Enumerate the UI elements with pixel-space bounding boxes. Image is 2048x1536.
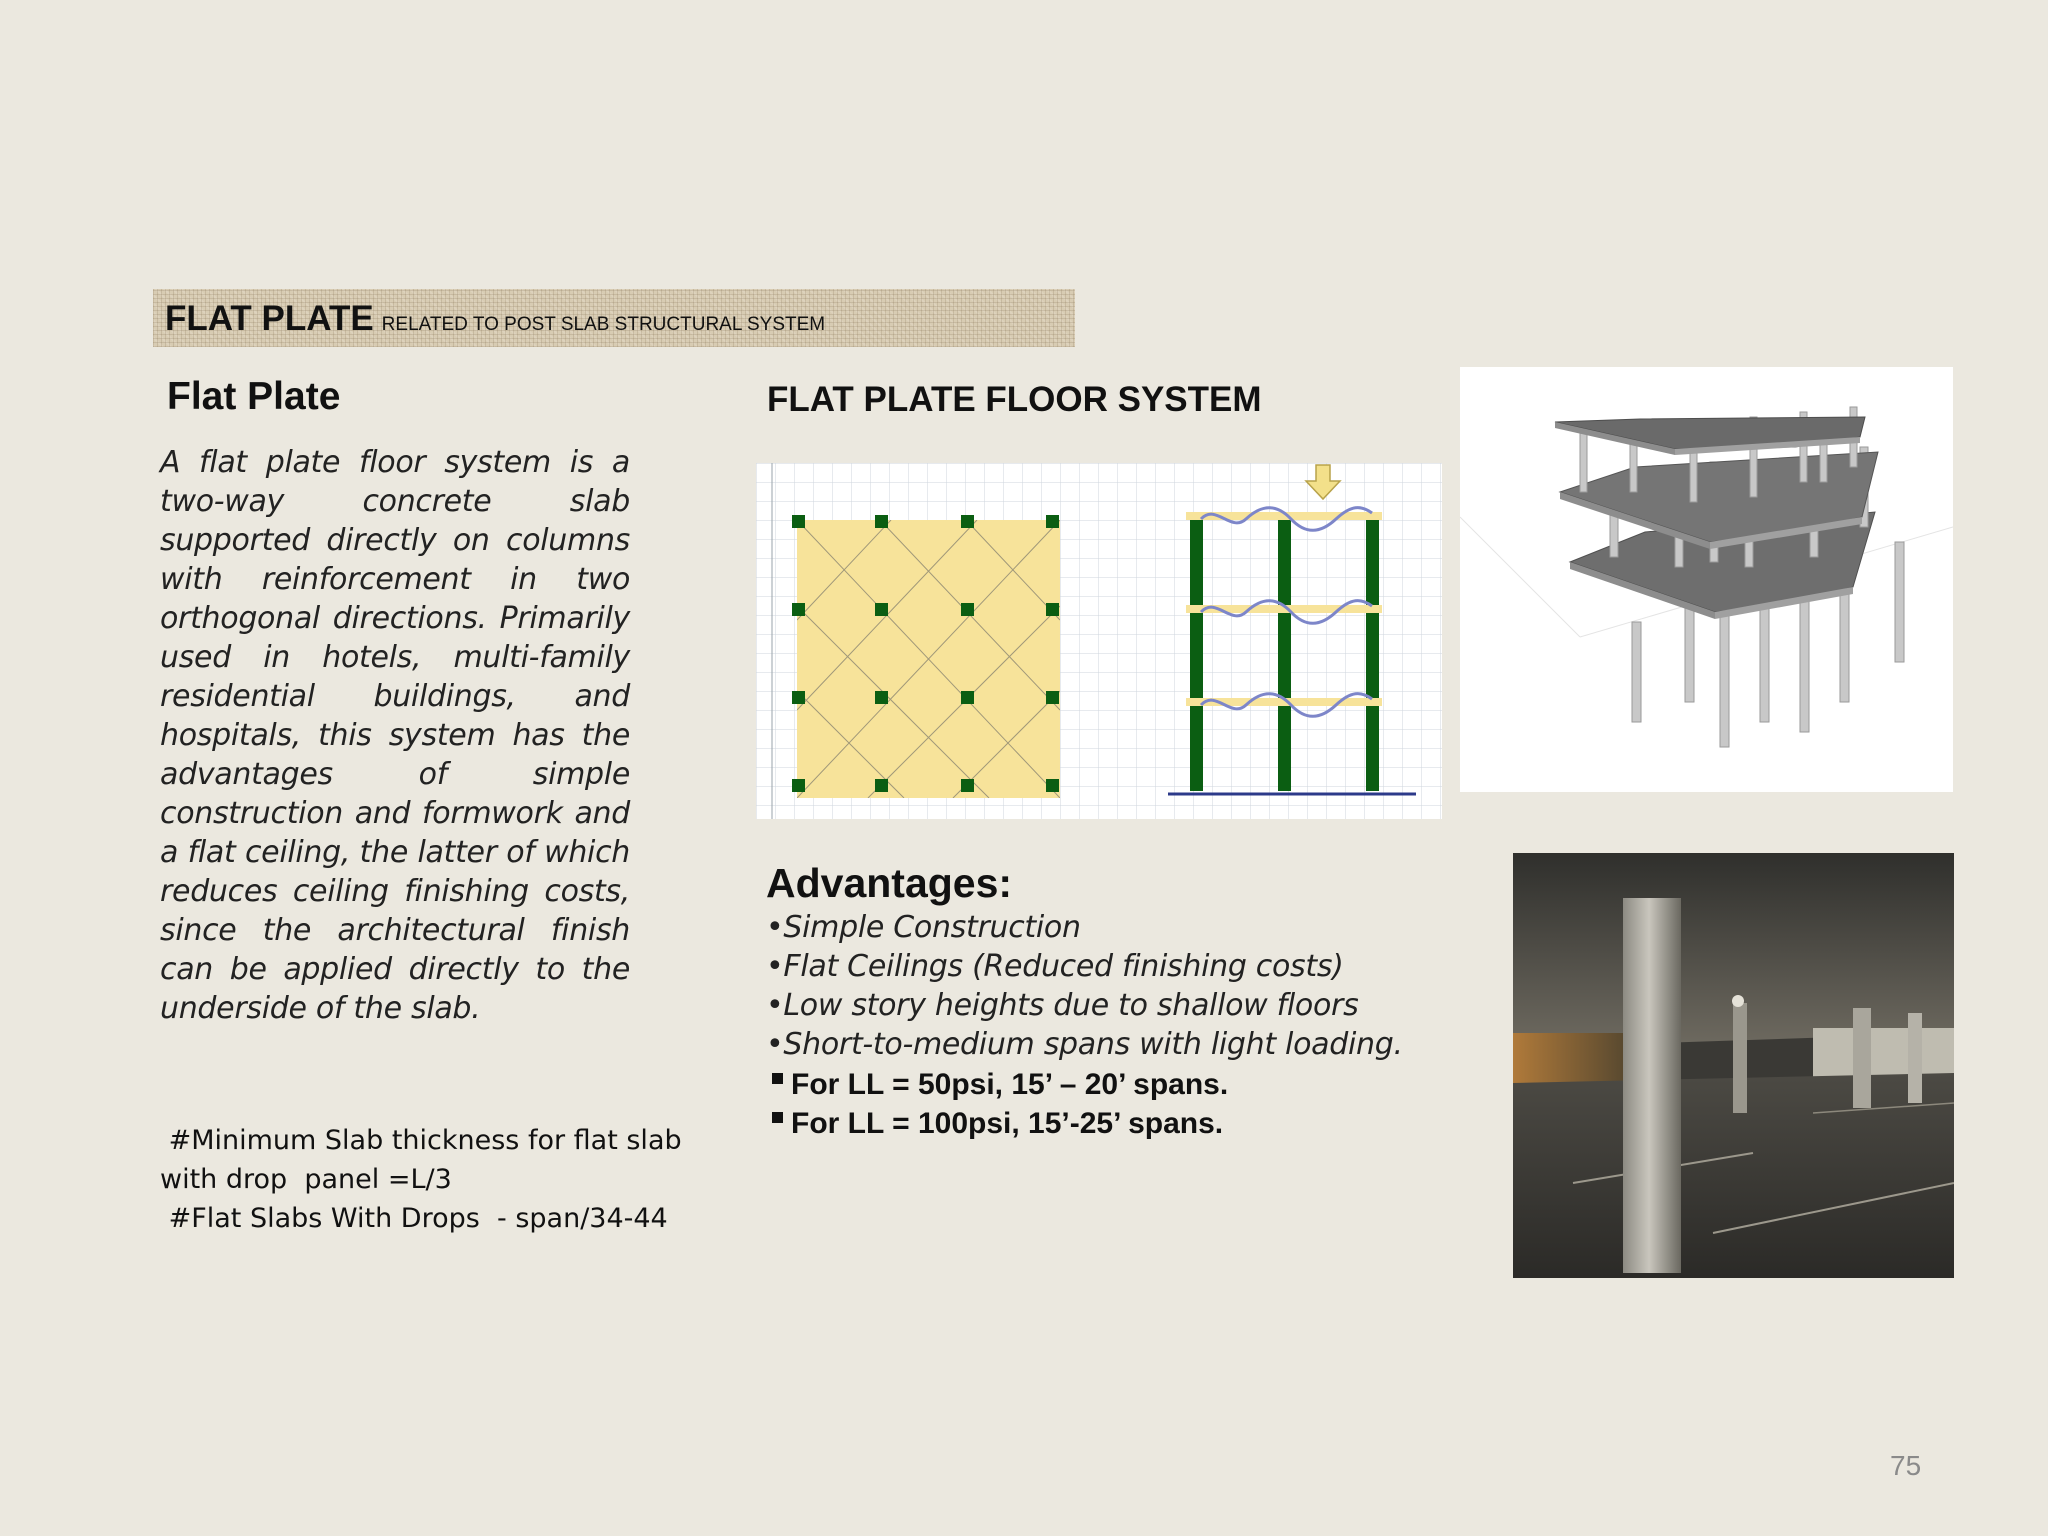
note-line: #Minimum Slab thickness for flat slab bbox=[160, 1125, 682, 1156]
span-list bbox=[772, 1065, 1228, 1143]
parking-garage-photo bbox=[1513, 853, 1954, 1278]
span-text: For LL = 50psi, 15’ – 20’ spans. bbox=[791, 1068, 1229, 1101]
list-item bbox=[772, 1065, 1228, 1104]
square-bullet-icon bbox=[772, 1073, 783, 1084]
list-item bbox=[772, 1104, 1228, 1143]
note-line: with drop panel =L/3 bbox=[160, 1164, 452, 1195]
slab-notes bbox=[160, 1121, 682, 1238]
list-item: •Low story heights due to shallow floors bbox=[766, 988, 1359, 1023]
list-item: •Simple Construction bbox=[766, 910, 1081, 945]
description-paragraph: A flat plate floor system is a two-way concrete slab supported directly on columns with reinforcement in two orthogonal directions. Primarily used in hotels, multi-family residential buildings, and hospitals, this system has the advantages of simple construction and formwork and a flat ceiling, the latter of which reduces ceiling finishing costs, since the architectural finish can be applied directly to the underside of the slab. bbox=[160, 445, 630, 1026]
list-item: •Short-to-medium spans with light loading. bbox=[766, 1027, 1403, 1062]
section-banner bbox=[153, 289, 1075, 347]
span-text: For LL = 100psi, 15’-25’ spans. bbox=[791, 1107, 1224, 1140]
square-bullet-icon bbox=[772, 1112, 783, 1123]
plan-view bbox=[792, 515, 1060, 798]
flat-plate-diagram bbox=[756, 463, 1442, 819]
flat-plate-3d-model-image bbox=[1460, 367, 1953, 792]
page-number: 75 bbox=[1890, 1450, 1922, 1481]
advantages-list bbox=[766, 908, 1403, 1064]
note-line: #Flat Slabs With Drops - span/34-44 bbox=[160, 1203, 668, 1234]
left-heading: Flat Plate bbox=[167, 375, 341, 418]
list-item: •Flat Ceilings (Reduced finishing costs) bbox=[766, 949, 1344, 984]
banner-title: FLAT PLATE bbox=[165, 299, 374, 338]
banner-subtitle: RELATED TO POST SLAB STRUCTURAL SYSTEM bbox=[381, 314, 826, 335]
advantages-heading: Advantages: bbox=[766, 860, 1013, 906]
floor-system-heading: FLAT PLATE FLOOR SYSTEM bbox=[767, 380, 1262, 419]
